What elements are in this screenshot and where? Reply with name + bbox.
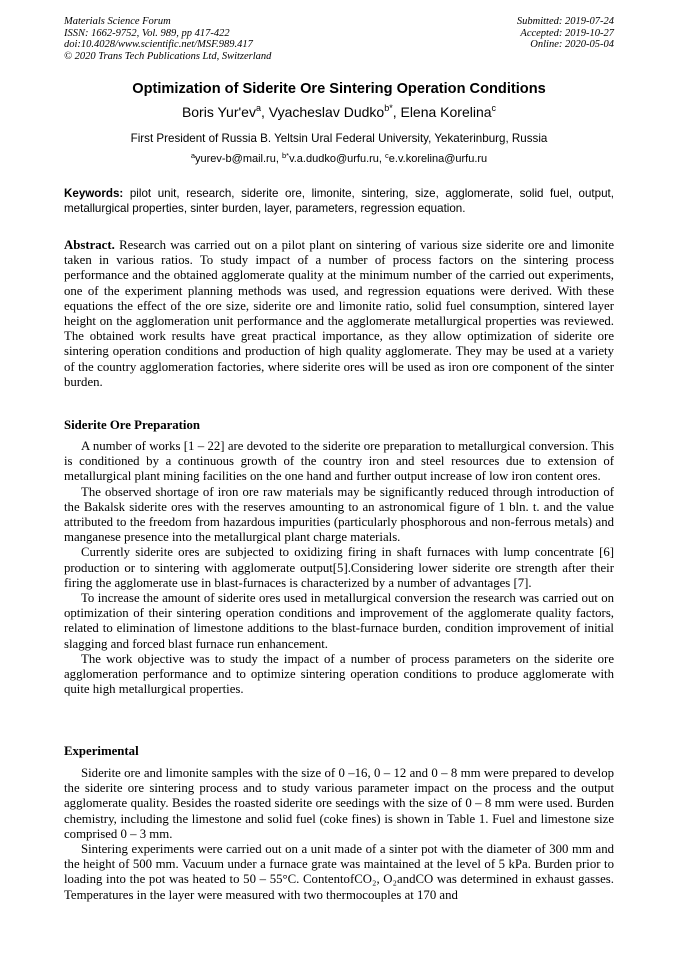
journal-header-left [64,16,271,62]
author-name: Elena Korelina [400,104,492,120]
author-separator: , [392,104,401,120]
abstract-label: Abstract. [64,238,115,252]
author-name: Boris Yur'ev [181,104,256,120]
paragraph: Sintering experiments were carried out on a unit made of a sinter pot with the diameter of 300 mm and the height of 500 mm. Vacuum under a furnace grate was maintained at the level of 5 kPa. Burden prior to loading into the pot was heated to 50 – 55°C. ContentofCO₂, O₂andCO was determined in exhaust gasses. Temperatures in the layer were measured with two thermocouples at 170 and [64,842,614,902]
email-address: v.a.dudko@urfu.ru [289,153,379,165]
author-list [40,104,638,120]
section-body [64,766,614,903]
section-body [64,439,614,697]
email-separator: , [275,153,282,165]
paragraph: The work objective was to study the impact of a number of process parameters on the siderite ore agglomeration performance and to optimize sintering operation conditions to produce agglomerate with quite high metallurgical properties. [64,651,614,697]
author-affil-mark: c [491,103,497,113]
author-separator: , [260,104,269,120]
abstract-text: Research was carried out on a pilot plant on sintering of various size siderite ore and limonite taken in various ratios. To study impact of a number of process factors on the sintering process performance and the obtained agglomerate quality at the minimum number of the carried out experiments, one of the experiment planning methods was used, and regression equations were derived. With these equations the effect of the ore size, siderite ore and limonite ratio, solid fuel consumption, sintered layer height on the agglomeration unit performance and the agglomerate metallurgical properties was reviewed. The obtained work results have great practical importance, as they allow optimization of siderite ore sintering operation conditions and production of high quality agglomerate. They may be used at a variety of the country agglomeration factories, where siderite ores will be used as iron ore component of the sinter burden. [64,238,615,389]
section-heading: Experimental [64,744,139,758]
email-address: e.v.korelina@urfu.ru [388,153,488,165]
paragraph: To increase the amount of siderite ores used in metallurgical conversion the research was carried out on optimization of their sintering operation conditions and improvement of the agglomerate quality factors, related to elimination of limestone additions to the blast-furnace burden, condition improvement of initial slagging and forced blast furnace run enhancement. [64,591,614,651]
keywords-text: pilot unit, research, siderite ore, limonite, sintering, size, agglomerate, solid fuel, output, metallurgical properties, sinter burden, layer, parameters, regression equation. [64,187,614,215]
author-affil-mark: b* [384,103,393,113]
journal-name: Materials Science Forum [64,16,171,27]
email-separator: , [378,153,386,165]
paper-title: Optimization of Siderite Ore Sintering Operation Conditions [132,81,546,97]
keywords [64,187,614,216]
journal-doi: doi:10.4028/www.scientific.net/MSF.989.417 [64,39,253,50]
keywords-label: Keywords: [64,187,124,200]
paragraph: Siderite ore and limonite samples with the size of 0 –16, 0 – 12 and 0 – 8 mm were prepared to develop the siderite ore sintering process and to study various parameter impact on the process and the output agglomerate quality. Besides the roasted siderite ore seedings with the size of 0 – 8 mm were used. Burden chemistry, including the limestone and solid fuel (coke fines) is shown in Table 1. Fuel and limestone size comprised 0 – 3 mm. [64,766,614,841]
author-affil-mark: a [255,103,261,113]
journal-copyright: © 2020 Trans Tech Publications Ltd, Switzerland [64,50,272,62]
paragraph: Currently siderite ores are subjected to oxidizing firing in shaft furnaces with lump concentrate [6] production or to sintering with agglomerate output[5].Considering lower siderite ore strength after their firing the agglomerate use in blast-furnaces is characterized by a number of advantages [7]. [64,545,614,590]
affiliation: First President of Russia B. Yeltsin Ural Federal University, Yekaterinburg, Russia [130,132,548,145]
submitted-date: Submitted: 2019-07-24 [516,16,614,27]
paragraph: A number of works [1 – 22] are devoted to the siderite ore preparation to metallurgical conversion. This is conditioned by a continuous growth of the country iron and steel resources due to extension of metallurgical plant mining facilities on the one hand and further output increase of low iron content ores. [64,439,614,484]
section-heading: Siderite Ore Preparation [64,418,200,432]
paragraph: The observed shortage of iron ore raw materials may be significantly reduced through introduction of the Bakalsk siderite ores with the reserves amounting to an astronomical figure of 1 bln. t. and the value attributed to the freedom from hazardous impurities (particularly phosphorous and non-ferrous metals) and manganese presence into the metallurgical plant charge materials. [64,484,614,545]
online-date: Online: 2020-05-04 [530,39,614,50]
journal-header-right [517,16,614,51]
journal-issn: ISSN: 1662-9752, Vol. 989, pp 417-422 [64,27,230,39]
author-emails [40,153,638,165]
abstract [64,238,614,390]
email-mark: b* [281,151,290,160]
email-mark: a [190,151,195,160]
author-name: Vyacheslav Dudko [268,104,385,120]
email-address: yurev-b@mail.ru [194,153,276,165]
email-mark: c [385,151,389,160]
accepted-date: Accepted: 2019-10-27 [520,27,614,39]
